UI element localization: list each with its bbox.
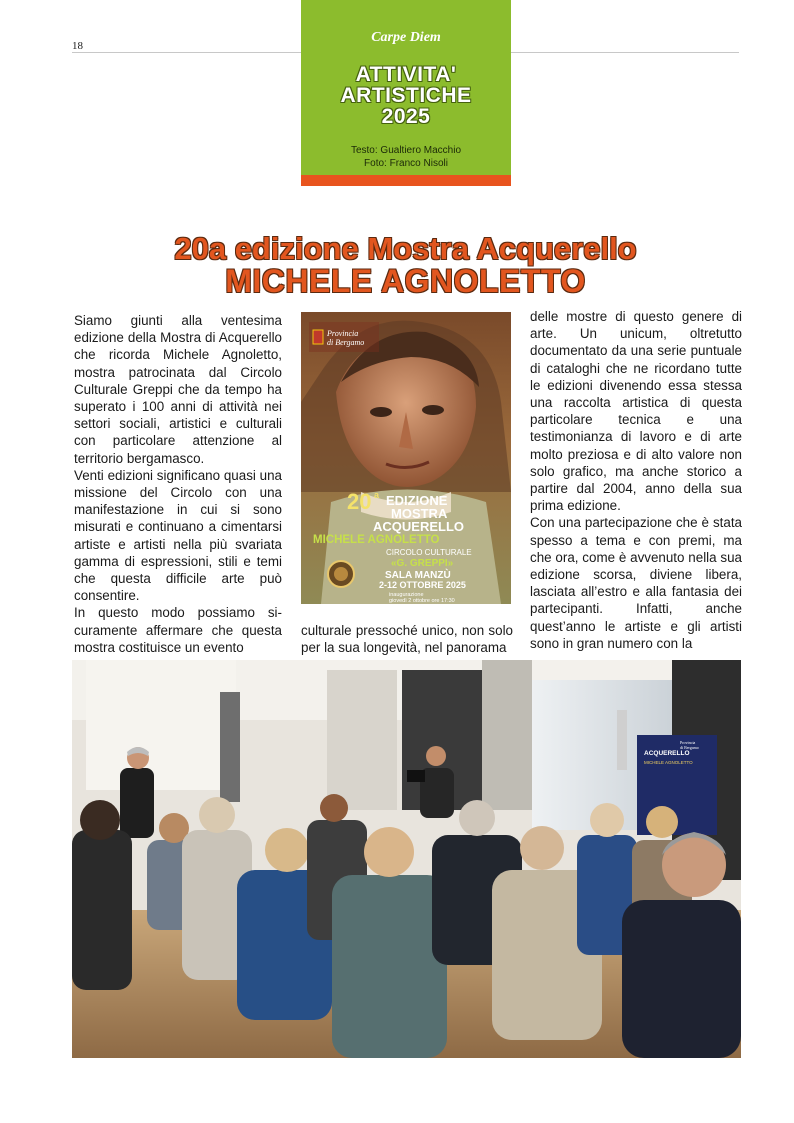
wall-poster-logo-1: Provincia — [680, 740, 696, 745]
section-title — [301, 64, 511, 127]
section-title-line: ARTISTICHE — [340, 84, 472, 107]
poster-logo-line2: di Bergamo — [327, 338, 365, 347]
article-column-3 — [530, 308, 742, 652]
event-photo — [72, 660, 741, 1058]
photo-credit: Foto: Franco Nisoli — [364, 158, 448, 169]
article-column-2 — [301, 622, 513, 656]
section-banner — [301, 0, 511, 186]
paragraph: delle mostre di questo genere di arte. Un unicum, oltretutto documentato da una serie puntuale di cataloghi che ne ricordano tutte le edizioni divenendo essa stessa una raccolta artistica di questa particolare tecnica e una testimonianza di lavoro e di arte molto preziosa e di alto valore non solo grafico, ma anche storico a partire dal 2004, anno della sua prima edizione. — [530, 309, 742, 514]
poster-line-acquerello: ACQUERELLO — [373, 519, 464, 534]
magazine-name: Carpe Diem — [371, 30, 441, 45]
paragraph: In questo modo possiamo si-curamente affermare che questa mostra costituisce un evento — [74, 605, 282, 655]
article-title-line-1: 20a edizione Mostra Acquerello — [174, 231, 637, 266]
article-title-line-2: MICHELE AGNOLETTO — [225, 263, 586, 299]
article-column-1 — [74, 312, 282, 656]
section-title-line: ATTIVITA' — [355, 63, 457, 86]
poster-edition-number: 20 — [347, 489, 372, 514]
paragraph: Con una partecipazione che è stata spesso a tema e con premi, ma che ora, come è avvenuto nella sua edizione scorsa, diviene libera, lasciata all’estro e alla fantasia dei partecipanti. Infatti, anche quest’anno le artiste e gli artisti sono in gran numero con la — [530, 515, 742, 651]
poster-artist: MICHELE AGNOLETTO — [313, 534, 440, 546]
wall-poster-logo-2: di Bergamo — [680, 745, 699, 750]
poster-circolo: CIRCOLO CULTURALE — [386, 548, 472, 557]
paragraph: culturale pressoché unico, non solo per la sua longevità, nel panorama — [301, 623, 513, 656]
text-credit: Testo: Gualtiero Macchio — [350, 145, 462, 156]
article-credits — [301, 144, 511, 170]
poster-line-mostra: MOSTRA — [391, 506, 448, 521]
paragraph: Siamo giunti alla ventesima edizione della Mostra di Acquerello che ricorda Michele Agnoletto, mostra patrocinata dal Circolo Culturale Greppi che da tempo ha superato i 100 anni di attività nei settori sociali, artistici e culturali con particolare attenzione al territorio bergamasco. — [74, 313, 282, 466]
paragraph: Venti edizioni significano quasi una missione del Circolo con una manifestazione in cui si sono misurati e continuano a cimentarsi artiste e artisti nella più svariata gamma di espressioni, stili e temi che questa difficile arte può consentire. — [74, 467, 282, 604]
banner-orange-band — [301, 175, 511, 186]
page-number: 18 — [72, 40, 83, 52]
poster-logo-line1: Provincia — [327, 329, 359, 338]
wall-poster-title: ACQUERELLO — [644, 750, 690, 757]
exhibition-poster — [301, 312, 511, 604]
poster-edition-sup: a — [374, 490, 380, 500]
wall-poster-subtitle: MICHELE AGNOLETTO — [644, 760, 693, 765]
poster-dates: 2-12 OTTOBRE 2025 — [379, 580, 466, 590]
poster-edition-word: EDIZIONE — [386, 493, 448, 508]
poster-inaug-label: inaugurazione — [389, 592, 424, 598]
poster-inaug-date: giovedì 2 ottobre ore 17:30 — [389, 598, 455, 604]
section-title-line: 2025 — [381, 105, 431, 128]
poster-venue: SALA MANZÙ — [385, 570, 451, 581]
poster-greppi: «G. GREPPI» — [391, 558, 454, 569]
